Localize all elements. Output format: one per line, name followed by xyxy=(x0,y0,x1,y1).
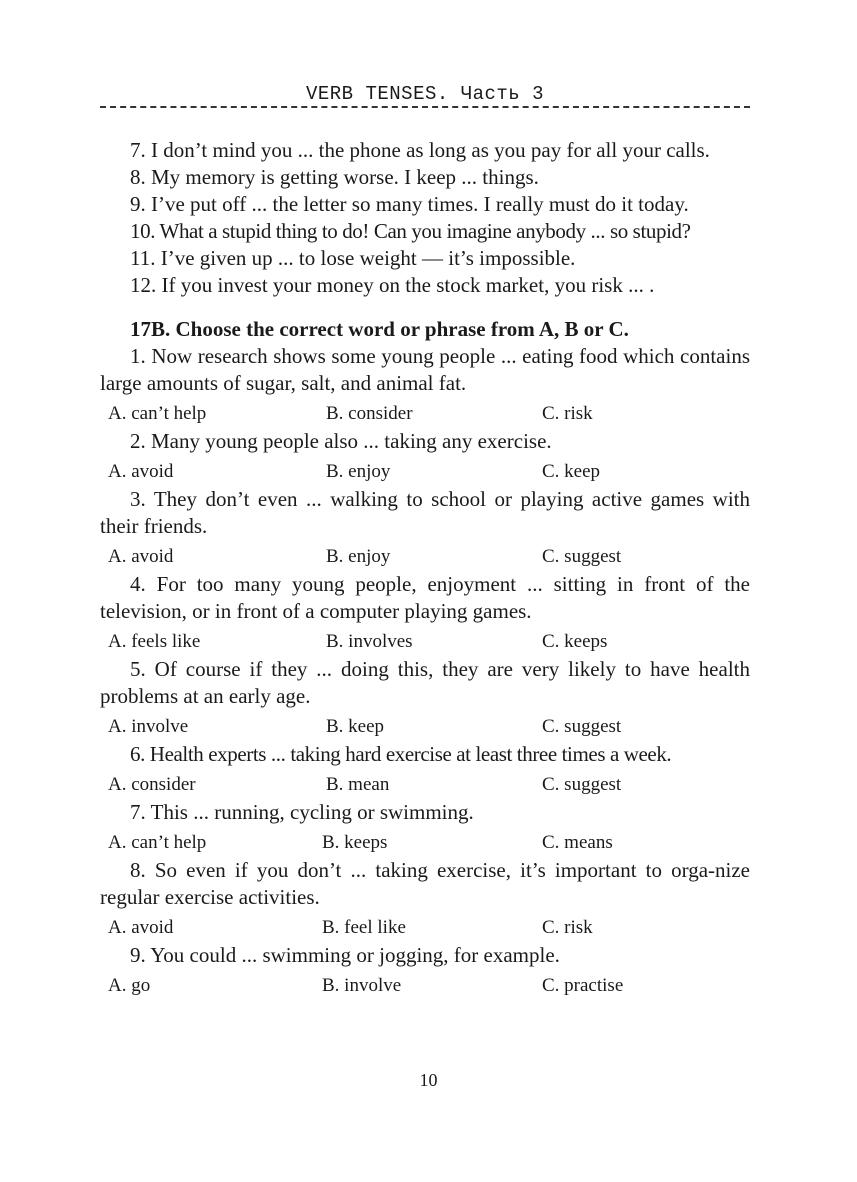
running-header: VERB TENSES. Часть 3 xyxy=(305,83,545,105)
answer-options xyxy=(100,710,750,741)
option-b: B. keeps xyxy=(322,832,388,853)
option-c: C. suggest xyxy=(542,716,622,737)
option-a: A. can’t help xyxy=(108,403,207,424)
sentence-item: 10. What a stupid thing to do! Can you imagine anybody ... so stupid? xyxy=(130,219,691,243)
question-text: 5. Of course if they ... doing this, they are very likely to have health problems at an early age. xyxy=(100,657,750,708)
header-dashed-rule xyxy=(100,106,750,108)
option-b: B. enjoy xyxy=(326,546,391,567)
answer-options xyxy=(100,625,750,656)
exercise-heading: 17B. Choose the correct word or phrase from A, B or C. xyxy=(130,317,629,341)
answer-options xyxy=(100,397,750,428)
option-a: A. go xyxy=(108,975,151,996)
option-c: C. keep xyxy=(542,461,601,482)
answer-options xyxy=(100,911,750,942)
option-b: B. mean xyxy=(326,774,390,795)
option-a: A. can’t help xyxy=(108,832,207,853)
option-c: C. means xyxy=(542,832,613,853)
option-a: A. consider xyxy=(108,774,196,795)
option-a: A. avoid xyxy=(108,917,174,938)
answer-options xyxy=(100,455,750,486)
page-number: 10 xyxy=(419,1070,438,1090)
answer-options xyxy=(100,540,750,571)
option-a: A. avoid xyxy=(108,546,174,567)
sentence-item: 11. I’ve given up ... to lose weight — it’s impossible. xyxy=(130,246,576,270)
option-b: B. consider xyxy=(326,403,413,424)
option-c: C. suggest xyxy=(542,546,622,567)
question-text: 6. Health experts ... taking hard exercise at least three times a week. xyxy=(130,742,672,766)
page-content xyxy=(100,137,750,1000)
question-text: 1. Now research shows some young people ... eating food which contains large amounts of sugar, salt, and animal fat. xyxy=(100,344,750,395)
sentence-item: 9. I’ve put off ... the letter so many times. I really must do it today. xyxy=(130,192,689,216)
sentence-item: 8. My memory is getting worse. I keep ... things. xyxy=(130,165,539,189)
question-text: 7. This ... running, cycling or swimming. xyxy=(130,800,474,824)
answer-options xyxy=(100,768,750,799)
option-b: B. keep xyxy=(326,716,385,737)
option-c: C. practise xyxy=(542,975,624,996)
option-a: A. feels like xyxy=(108,631,201,652)
option-b: B. involves xyxy=(326,631,413,652)
option-b: B. feel like xyxy=(322,917,406,938)
question-text: 9. You could ... swimming or jogging, for example. xyxy=(130,943,560,967)
answer-options xyxy=(100,826,750,857)
option-b: B. involve xyxy=(322,975,402,996)
option-a: A. avoid xyxy=(108,461,174,482)
sentence-item: 12. If you invest your money on the stock market, you risk ... . xyxy=(130,273,655,297)
sentence-item: 7. I don’t mind you ... the phone as long as you pay for all your calls. xyxy=(130,138,710,162)
option-c: C. suggest xyxy=(542,774,622,795)
option-c: C. risk xyxy=(542,917,593,938)
option-c: C. risk xyxy=(542,403,593,424)
answer-options xyxy=(100,969,750,1000)
option-b: B. enjoy xyxy=(326,461,391,482)
option-c: C. keeps xyxy=(542,631,608,652)
question-text: 8. So even if you don’t ... taking exercise, it’s important to orga-nize regular exercise activities. xyxy=(100,858,750,909)
question-text: 2. Many young people also ... taking any exercise. xyxy=(130,429,552,453)
question-text: 4. For too many young people, enjoyment ... sitting in front of the television, or in front of a computer playing games. xyxy=(100,572,750,623)
question-text: 3. They don’t even ... walking to school or playing active games with their friends. xyxy=(100,487,750,538)
option-a: A. involve xyxy=(108,716,189,737)
